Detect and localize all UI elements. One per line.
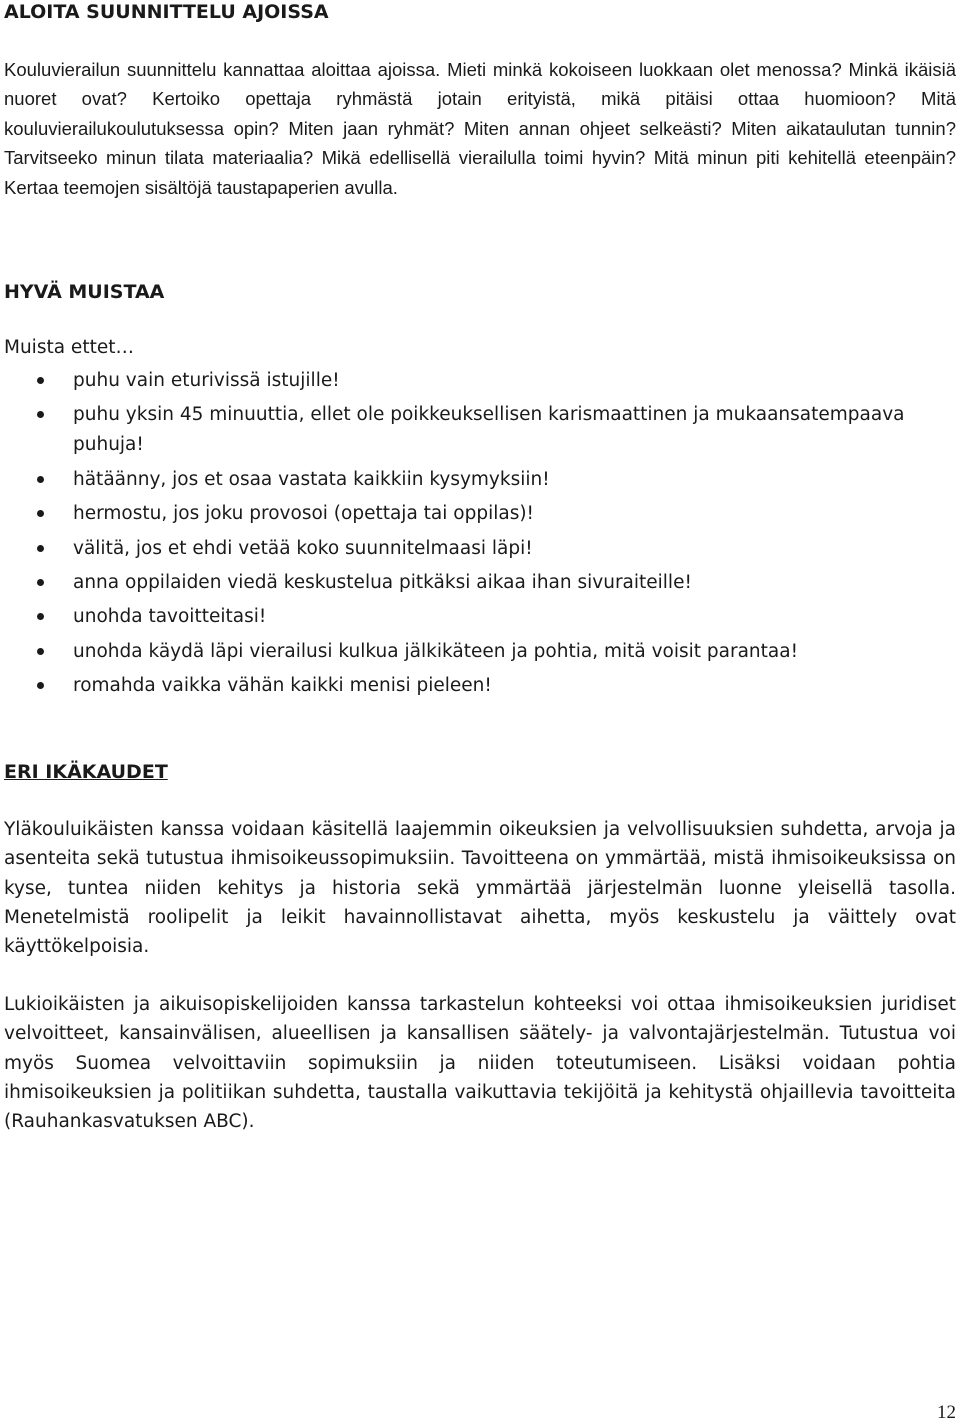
list-item: romahda vaikka vähän kaikki menisi pieleen!: [0, 671, 956, 701]
list-item: hermostu, jos joku provosoi (opettaja tai oppilas)!: [0, 499, 956, 529]
bullet-icon: [37, 377, 44, 384]
section-title-good-to-remember: HYVÄ MUISTAA: [4, 281, 165, 303]
planning-paragraph: Kouluvierailun suunnittelu kannattaa aloittaa ajoissa. Mieti minkä kokoiseen luokkaan olet menossa? Minkä ikäisiä nuoret ovat? Kertoiko opettaja ryhmästä jotain erityistä, mikä pitäisi ottaa huomioon? Mitä kouluvierailukoulutuksessa opin? Miten jaan ryhmät? Miten annan ohjeet selkeästi? Miten aikataulutan tunnin? Tarvitseeko minun tilata materiaalia? Mikä edellisellä vierailulla toimi hyvin? Mitä minun piti kehitellä eteenpäin? Kertaa teemojen sisältöjä taustapaperien avulla.: [4, 59, 956, 198]
remember-lead-text: Muista ettet…: [4, 337, 134, 358]
list-item: unohda tavoitteitasi!: [0, 602, 956, 632]
bullet-icon: [37, 411, 44, 418]
page-number: 12: [937, 1402, 956, 1423]
bullet-icon: [37, 682, 44, 689]
list-item: hätäänny, jos et osaa vastata kaikkiin kysymyksiin!: [0, 465, 956, 495]
bullet-icon: [37, 613, 44, 620]
age-groups-paragraph-1: Yläkouluikäisten kanssa voidaan käsitellä laajemmin oikeuksien ja velvollisuuksien suhdetta, arvoja ja asenteita sekä tutustua ihmisoikeussopimuksiin. Tavoitteena on ymmärtää, mistä ihmisoikeuksissa on kyse, tuntea niiden kehitys ja historia sekä ymmärtää järjestelmän luonne yleisellä tasolla. Menetelmistä roolipelit ja leikit havainnollistavat aihetta, myös keskustelu ja väittely ovat käyttökelpoisia.: [4, 819, 956, 958]
list-item: välitä, jos et ehdi vetää koko suunnitelmaasi läpi!: [0, 534, 956, 564]
bullet-icon: [37, 648, 44, 655]
bullet-icon: [37, 476, 44, 483]
bullet-icon: [37, 579, 44, 586]
bullet-icon: [37, 510, 44, 517]
remember-list: [0, 366, 956, 706]
age-groups-paragraph-2: Lukioikäisten ja aikuisopiskelijoiden kanssa tarkastelun kohteeksi voi ottaa ihmisoikeuksien juridiset velvoitteet, kansainvälisen, alueellisen ja kansallisen säätely- ja valvontajärjestelmän. Tutustua voi myös Suomea velvoittaviin sopimuksiin ja niiden toteutumiseen. Lisäksi voidaan pohtia ihmisoikeuksien ja politiikan suhdetta, taustalla vaikuttavia tekijöitä ja kehitystä ohjaillevia tavoitteita (Rauhankasvatuksen ABC).: [4, 994, 956, 1133]
section-title-age-groups: ERI IKÄKAUDET: [4, 761, 168, 783]
list-item: unohda käydä läpi vierailusi kulkua jälkikäteen ja pohtia, mitä voisit parantaa!: [0, 637, 956, 667]
section-title-start-planning: ALOITA SUUNNITTELU AJOISSA: [4, 1, 329, 23]
list-item: puhu yksin 45 minuuttia, ellet ole poikkeuksellisen karismaattinen ja mukaansatempaava puhuja!: [0, 400, 956, 460]
bullet-icon: [37, 545, 44, 552]
list-item: puhu vain eturivissä istujille!: [0, 366, 956, 396]
list-item: anna oppilaiden viedä keskustelua pitkäksi aikaa ihan sivuraiteille!: [0, 568, 956, 598]
